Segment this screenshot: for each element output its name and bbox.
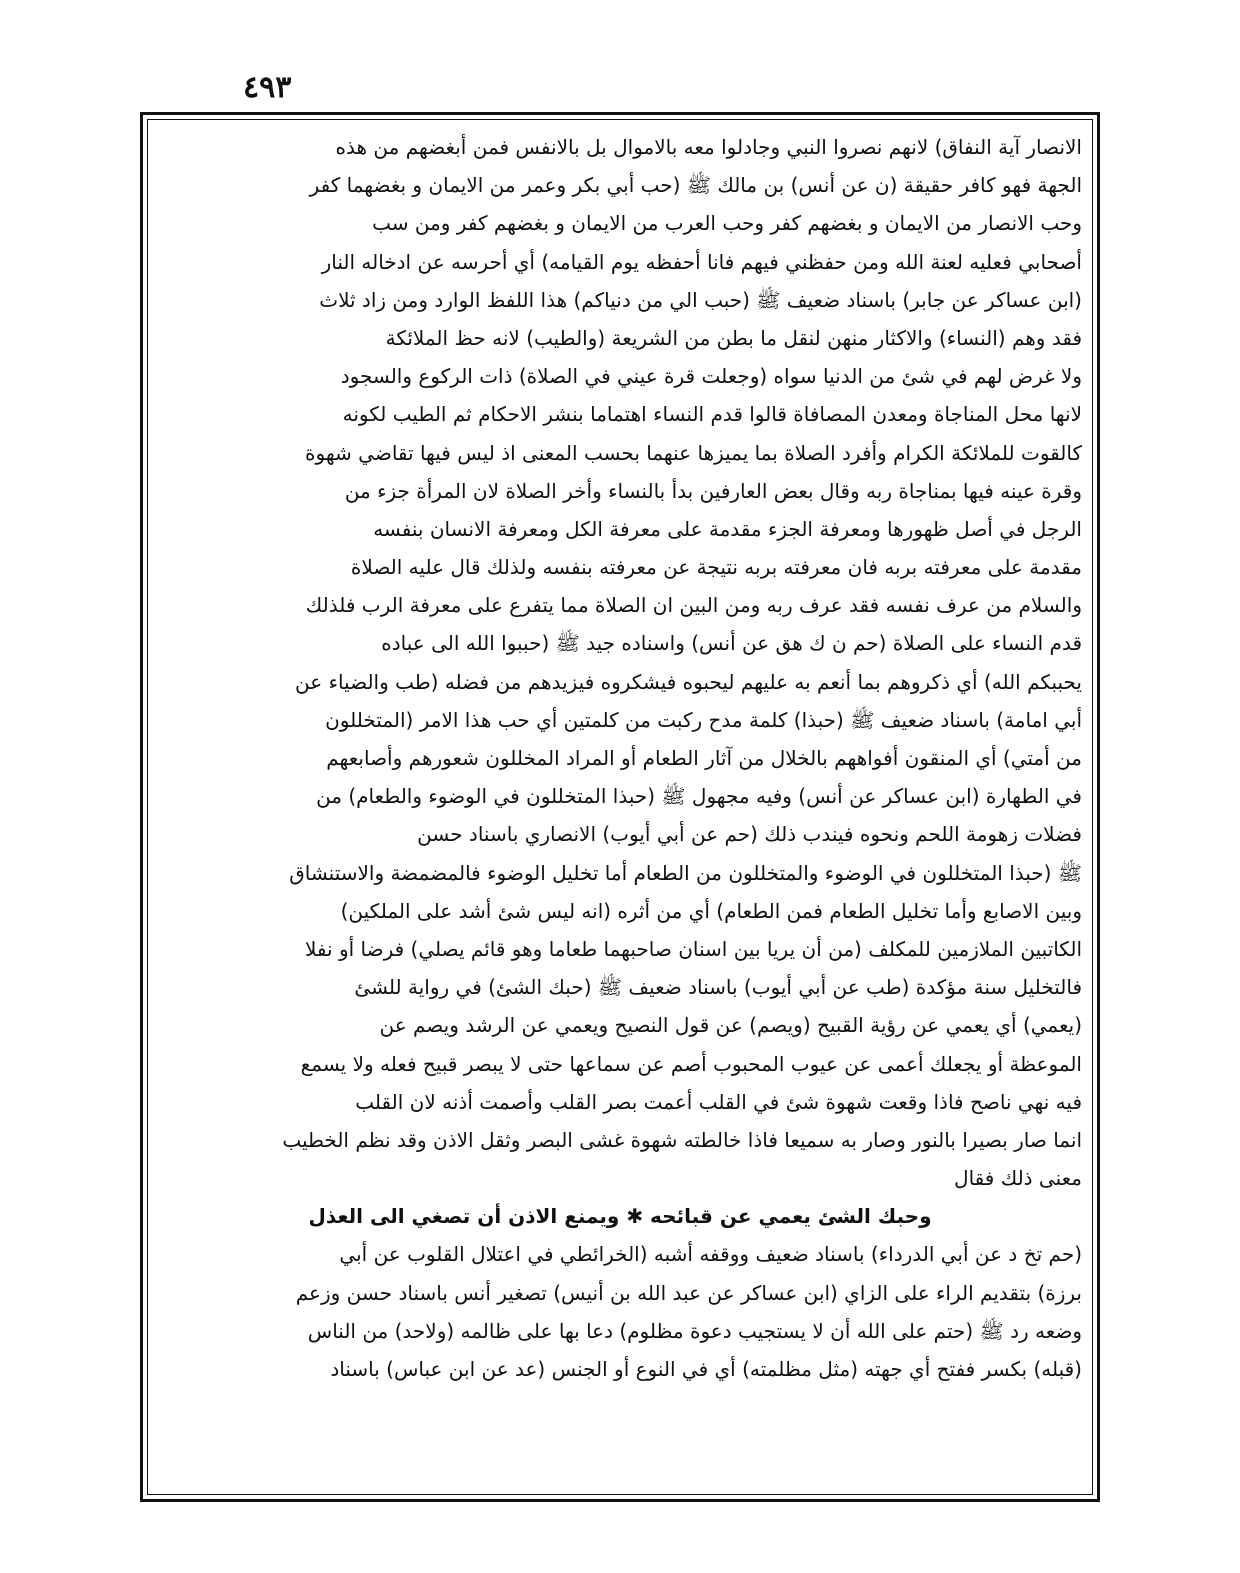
- text-line: وضعه رد ﷺ (حتم على الله أن لا يستجيب دعوة مظلوم) دعا بها على ظالمه (ولاحد) من الناس: [307, 1318, 1082, 1343]
- text-line: في الطهارة (ابن عساكر عن أنس) وفيه مجهول ﷺ (حبذا المتخللون في الوضوء والطعام) من: [316, 784, 1082, 809]
- text-line: مقدمة على معرفته بربه فان معرفته بربه نتيجة عن معرفته بنفسه ولذلك قال عليه الصلاة: [350, 555, 1082, 580]
- main-text: [158, 128, 1082, 1388]
- text-line: (حم تخ د عن أبي الدرداء) باسناد ضعيف ووقفه أشبه (الخرائطي في اعتلال القلوب عن أبي: [339, 1242, 1082, 1267]
- text-line: الجهة فهو كافر حقيقة (ن عن أنس) بن مالك ﷺ (حب أبي بكر وعمر من الايمان و بغضهما كفر: [309, 173, 1082, 198]
- text-line: لانها محل المناجاة ومعدن المصافاة قالوا قدم النساء اهتماما بنشر الاحكام ثم الطيب لكونه: [342, 402, 1082, 427]
- text-line: ﷺ (حبذا المتخللون في الوضوء والمتخللون من الطعام أما تخليل الوضوء فالمضمضة والاستنشاق: [289, 860, 1082, 885]
- text-line: معنى ذلك فقال: [954, 1166, 1082, 1191]
- text-line: (يعمي) أي يعمي عن رؤية القبيح (ويصم) عن قول النصيح ويعمي عن الرشد ويصم عن: [379, 1013, 1082, 1038]
- text-line: الموعظة أو يجعلك أعمى عن عيوب المحبوب أصم عن سماعها حتى لا يبصر قبيح فعله ولا يسمع: [300, 1051, 1082, 1076]
- text-line: فضلات زهومة اللحم ونحوه فيندب ذلك (حم عن أبي أيوب) الانصاري باسناد حسن: [417, 822, 1082, 847]
- poetry-verse: وحبك الشئ يعمي عن قبائحه ✱ ويمنع الاذن أن تصغي الى العذل: [308, 1204, 932, 1229]
- text-line: أبي امامة) باسناد ضعيف ﷺ (حبذا) كلمة مدح ركبت من كلمتين أي حب هذا الامر (المتخللون: [325, 707, 1082, 732]
- text-line: كالقوت للملائكة الكرام وأفرد الصلاة بما يميزها عنهما بحسب المعنى اذ ليس فيها تقاضي شهوة: [305, 440, 1082, 465]
- text-line: وحب الانصار من الايمان و بغضهم كفر وحب العرب من الايمان و بغضهم كفر ومن سب: [372, 211, 1082, 236]
- text-line: وقرة عينه فيها بمناجاة ربه وقال بعض العارفين بدأ بالنساء وأخر الصلاة لان المرأة جزء من: [344, 478, 1082, 503]
- text-line: والسلام من عرف نفسه فقد عرف ربه ومن البين ان الصلاة مما يتفرع على معرفة الرب فلذلك: [305, 593, 1082, 618]
- text-line: الكاتبين الملازمين للمكلف (من أن يريا بين اسنان صاحبهما طعاما وهو قائم يصلي) فرضا أو نفلا: [304, 936, 1082, 961]
- text-line: (قبله) بكسر ففتح أي جهته (مثل مظلمته) أي في النوع أو الجنس (عد عن ابن عباس) باسناد: [330, 1357, 1082, 1381]
- text-line: (ابن عساكر عن جابر) باسناد ضعيف ﷺ (حبب الي من دنياكم) هذا اللفظ الوارد ومن زاد ثلاث: [319, 287, 1082, 312]
- text-line: فالتخليل سنة مؤكدة (طب عن أبي أيوب) باسناد ضعيف ﷺ (حبك الشئ) في رواية للشئ: [354, 975, 1082, 1000]
- page-number: ٤٩٣: [243, 70, 292, 105]
- text-line: انما صار بصيرا بالنور وصار به سميعا فاذا خالطته شهوة غشى البصر وثقل الاذن وقد نظم الخطيب: [282, 1127, 1082, 1152]
- text-line: فيه نهي ناصح فاذا وقعت شهوة شئ في القلب أعمت بصر القلب وأصمت أذنه لان القلب: [355, 1089, 1082, 1114]
- text-line: برزة) بتقديم الراء على الزاي (ابن عساكر عن عبد الله بن أنيس) تصغير أنس باسناد حسن وزعم: [295, 1280, 1082, 1305]
- text-line: الرجل في أصل ظهورها ومعرفة الجزء مقدمة على معرفة الكل ومعرفة الانسان بنفسه: [373, 516, 1082, 541]
- text-line: يحببكم الله) أي ذكروهم بما أنعم به عليهم ليحبوه فيشكروه فيزيدهم من فضله (طب والضياء عن: [295, 669, 1082, 694]
- text-line: أصحابي فعليه لعنة الله ومن حفظني فيهم فانا أحفظه يوم القيامه) أي أحرسه عن ادخاله النار: [321, 249, 1082, 274]
- text-line: الانصار آية النفاق) لانهم نصروا النبي وجادلوا معه بالاموال بل بالانفس فمن أبغضهم من هذه: [335, 135, 1082, 159]
- text-line: وبين الاصابع وأما تخليل الطعام فمن الطعام) أي من أثره (انه ليس شئ أشد على الملكين): [340, 898, 1082, 923]
- text-line: قدم النساء على الصلاة (حم ن ك هق عن أنس) واسناده جيد ﷺ (حببوا الله الى عباده: [381, 631, 1082, 656]
- text-line: فقد وهم (النساء) والاكثار منهن لنقل ما بطن من الشريعة (والطيب) لانه حظ الملائكة: [385, 325, 1082, 350]
- text-line: من أمتي) أي المنقون أفواههم بالخلال من آثار الطعام أو المراد المخللون شعورهم وأصابعهم: [326, 746, 1082, 770]
- text-line: ولا غرض لهم في شئ من الدنيا سواه (وجعلت قرة عيني في الصلاة) ذات الركوع والسجود: [340, 364, 1082, 389]
